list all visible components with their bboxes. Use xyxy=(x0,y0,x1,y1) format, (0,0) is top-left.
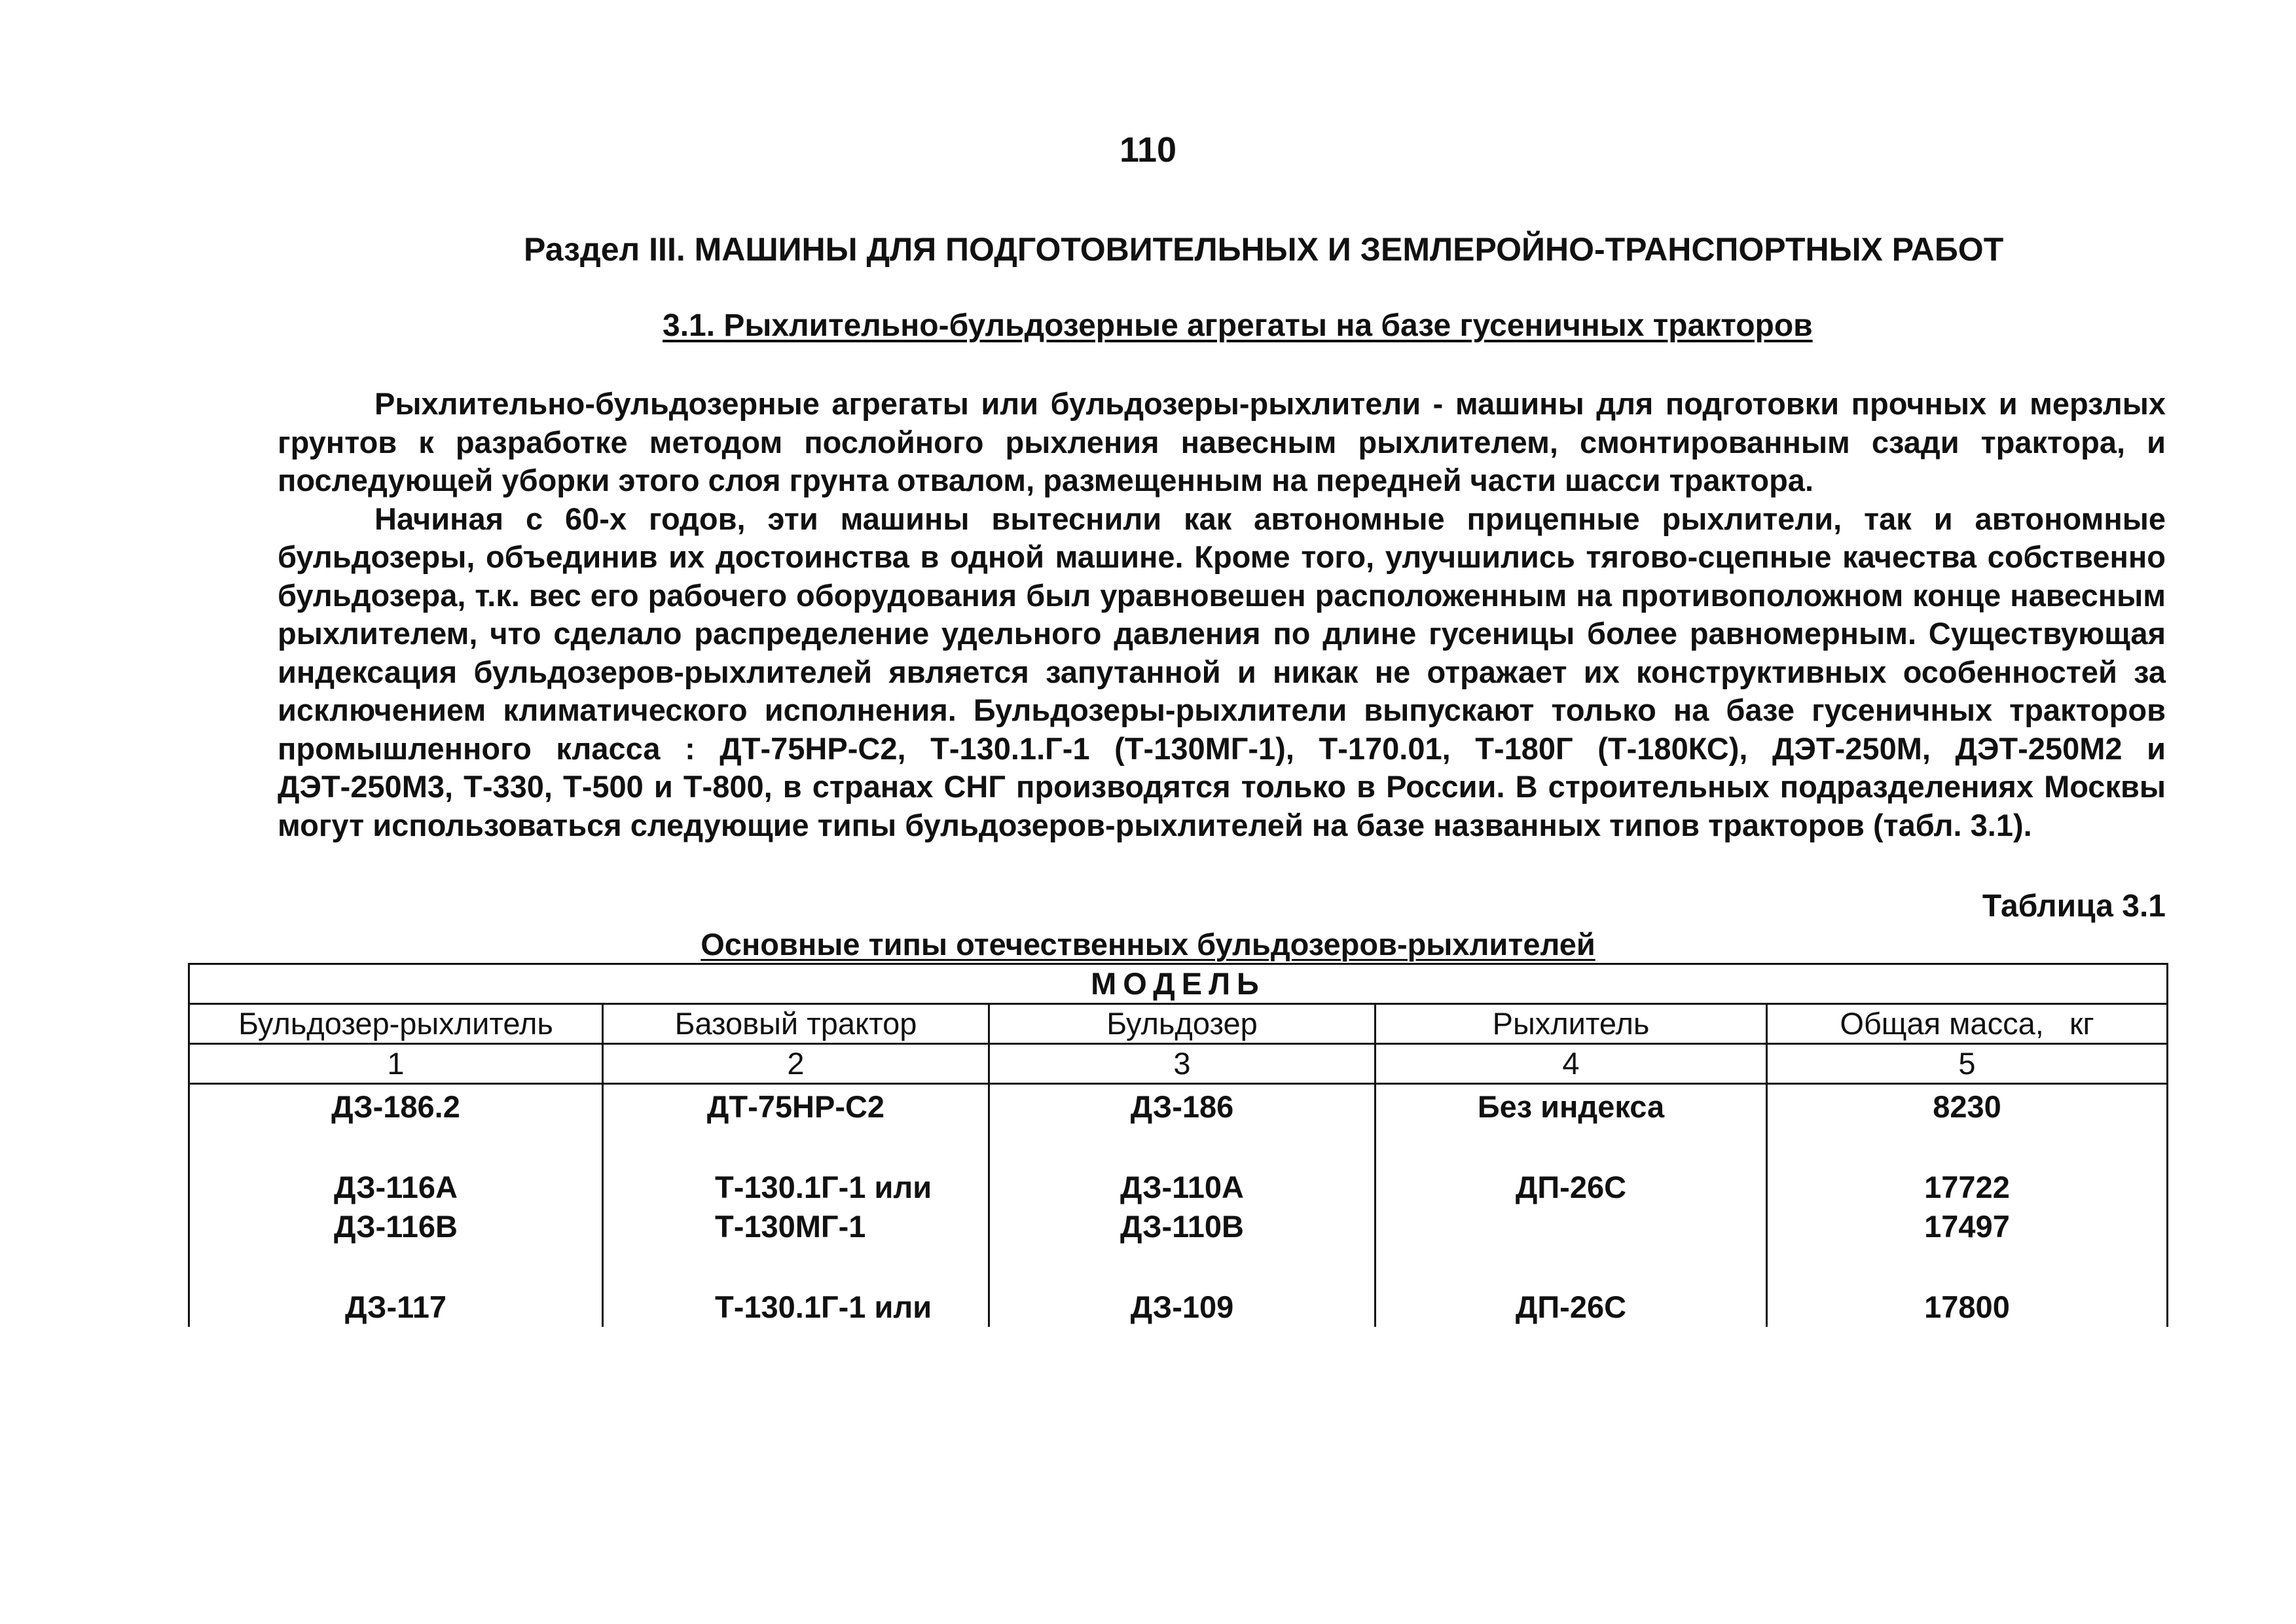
table-title-text: Основные типы отечественных бульдозеров-рыхлителей xyxy=(701,927,1595,962)
cell-dozer xyxy=(989,1165,1376,1285)
model-group-header: МОДЕЛЬ xyxy=(189,964,2168,1004)
cell-mass xyxy=(1767,1165,2168,1285)
cell-line: 8230 xyxy=(1933,1089,2001,1124)
cell-dozer-ripper xyxy=(189,1165,603,1285)
cell-line: ДЗ-186 xyxy=(1130,1089,1234,1124)
column-header: Бульдозер xyxy=(989,1004,1376,1044)
table-group-header-row xyxy=(189,964,2168,1004)
cell-line: ДЗ-110А xyxy=(1120,1170,1244,1204)
cell-line: ДЗ-117 xyxy=(345,1290,446,1324)
section-title: Раздел III. МАШИНЫ ДЛЯ ПОДГОТОВИТЕЛЬНЫХ И ЗЕМЛЕРОЙНО-ТРАНСПОРТНЫХ РАБОТ xyxy=(524,231,2004,268)
cell-tractor xyxy=(603,1084,989,1166)
column-number: 5 xyxy=(1767,1044,2168,1084)
column-number: 3 xyxy=(989,1044,1376,1084)
cell-line: ДЗ-109 xyxy=(1130,1290,1234,1324)
subsection-title: 3.1. Рыхлительно-бульдозерные агрегаты на базе гусеничных тракторов xyxy=(663,308,1813,343)
cell-ripper xyxy=(1376,1165,1767,1285)
cell-ripper xyxy=(1376,1285,1767,1327)
table-column-number-row xyxy=(189,1044,2168,1084)
cell-mass xyxy=(1767,1084,2168,1166)
paragraph: Рыхлительно-бульдозерные агрегаты или бульдозеры-рыхлители - машины для подготовки прочных и мерзлых грунтов к разработке методом послойного рыхления навесным рыхлителем, смонтированным сзади трактора, и последующей уборки этого слоя грунта отвалом, размещенным на передней части шасси трактора. xyxy=(278,386,2166,497)
column-header: Базовый трактор xyxy=(603,1004,989,1044)
cell-tractor xyxy=(603,1165,989,1285)
page-number: 110 xyxy=(1119,130,1177,170)
column-header: Общая масса, кг xyxy=(1767,1004,2168,1044)
body-text xyxy=(278,385,2166,844)
cell-tractor xyxy=(603,1285,989,1327)
cell-line: 17800 xyxy=(1924,1290,2010,1324)
table-row xyxy=(189,1165,2168,1285)
cell-ripper xyxy=(1376,1084,1767,1166)
cell-line: ДЗ-186.2 xyxy=(331,1089,460,1124)
cell-line: ДТ-75НР-С2 xyxy=(706,1089,885,1124)
cell-line: 17722 xyxy=(1924,1170,2010,1204)
cell-line: ДП-26С xyxy=(1515,1170,1627,1204)
cell-line: Т-130.1Г-1 или xyxy=(715,1170,932,1204)
paragraph: Начиная с 60-х годов, эти машины вытеснили как автономные прицепные рыхлители, так и автономные бульдозеры, объединив их достоинства в одной машине. Кроме того, улучшились тягово-сцепные качества собственно бульдозера, т.к. вес его рабочего оборудования был уравновешен расположенным на противоположном конце навесным рыхлителем, что сделало распределение удельного давления по длине гусеницы более равномерным. Существующая индексация бульдозеров-рыхлителей является запутанной и никак не отражает их конструктивных особенностей за исключением климатического исполнения. Бульдозеры-рыхлители выпускают только на базе гусеничных тракторов промышленного класса : ДТ-75НР-С2, Т-130.1.Г-1 (Т-130МГ-1), Т-170.01, Т-180Г (Т-180КС), ДЭТ-250М, ДЭТ-250М2 и ДЭТ-250М3, Т-330, Т-500 и Т-800, в странах СНГ производятся только в России. В строительных подразделениях Москвы могут использоваться следующие типы бульдозеров-рыхлителей на базе названных типов тракторов (табл. 3.1). xyxy=(278,501,2166,842)
column-header: Рыхлитель xyxy=(1376,1004,1767,1044)
table-row xyxy=(189,1084,2168,1166)
table-label: Таблица 3.1 xyxy=(1982,889,2166,924)
column-number: 1 xyxy=(189,1044,603,1084)
column-number: 4 xyxy=(1376,1044,1767,1084)
table-header-row xyxy=(189,1004,2168,1044)
table-row xyxy=(189,1285,2168,1327)
cell-line: 17497 xyxy=(1924,1209,2010,1244)
cell-mass xyxy=(1767,1285,2168,1327)
cell-line: Т-130.1Г-1 или xyxy=(715,1290,932,1324)
models-table xyxy=(188,963,2168,1327)
cell-dozer-ripper xyxy=(189,1285,603,1327)
cell-line: ДЗ-116А xyxy=(334,1170,458,1204)
table-title xyxy=(0,926,2296,962)
cell-line: ДЗ-116В xyxy=(334,1209,458,1244)
cell-line: ДЗ-110В xyxy=(1120,1209,1244,1244)
cell-dozer xyxy=(989,1285,1376,1327)
column-number: 2 xyxy=(603,1044,989,1084)
cell-dozer xyxy=(989,1084,1376,1166)
cell-line: Без индекса xyxy=(1477,1089,1665,1124)
cell-dozer-ripper xyxy=(189,1084,603,1166)
column-header: Бульдозер-рыхлитель xyxy=(189,1004,603,1044)
cell-line: ДП-26С xyxy=(1515,1290,1627,1324)
cell-line: Т-130МГ-1 xyxy=(715,1209,866,1244)
